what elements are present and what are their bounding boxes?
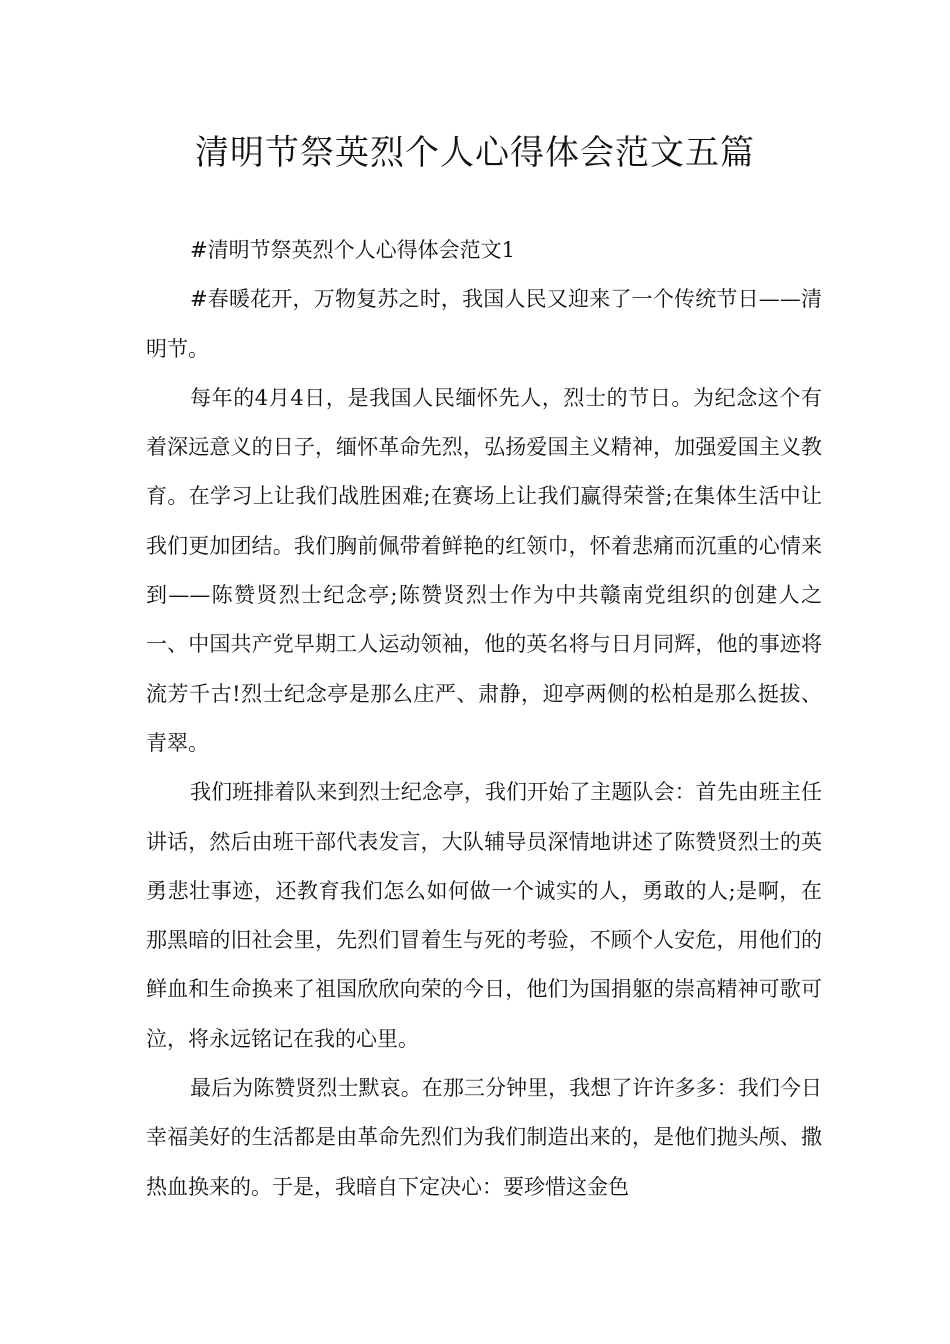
document-title: 清明节祭英烈个人心得体会范文五篇 [195, 133, 755, 173]
paragraph: #春暖花开，万物复苏之时，我国人民又迎来了一个传统节日——清明节。 [146, 287, 822, 361]
paragraph: #清明节祭英烈个人心得体会范文1 [190, 238, 515, 262]
paragraph: 每年的4月4日，是我国人民缅怀先人，烈士的节日。为纪念这个有着深远意义的日子，缅怀革命先烈，弘扬爱国主义精神，加强爱国主义教育。在学习上让我们战胜困难;在赛场上让我们赢得荣誉;在集体生活中让我们更加团结。我们胸前佩带着鲜艳的红领巾，怀着悲痛而沉重的心情来到——陈赞贤烈士纪念亭;陈赞贤烈士作为中共赣南党组织的创建人之一、中国共产党早期工人运动领袖，他的英名将与日月同辉，他的事迹将流芳千古!烈士纪念亭是那么庄严、肃静，迎亭两侧的松柏是那么挺拔、青翠。 [146, 385, 822, 755]
paragraph: 我们班排着队来到烈士纪念亭，我们开始了主题队会：首先由班主任讲话，然后由班干部代表发言，大队辅导员深情地讲述了陈赞贤烈士的英勇悲壮事迹，还教育我们怎么如何做一个诚实的人，勇敢的人;是啊，在那黑暗的旧社会里，先烈们冒着生与死的考验，不顾个人安危，用他们的鲜血和生命换来了祖国欣欣向荣的今日，他们为国捐躯的崇高精神可歌可泣，将永远铭记在我的心里。 [146, 780, 822, 1051]
paragraph: 最后为陈赞贤烈士默哀。在那三分钟里，我想了许许多多：我们今日幸福美好的生活都是由革命先烈们为我们制造出来的，是他们抛头颅、撒热血换来的。于是，我暗自下定决心：要珍惜这金色 [146, 1076, 822, 1199]
document-body [146, 226, 822, 1212]
